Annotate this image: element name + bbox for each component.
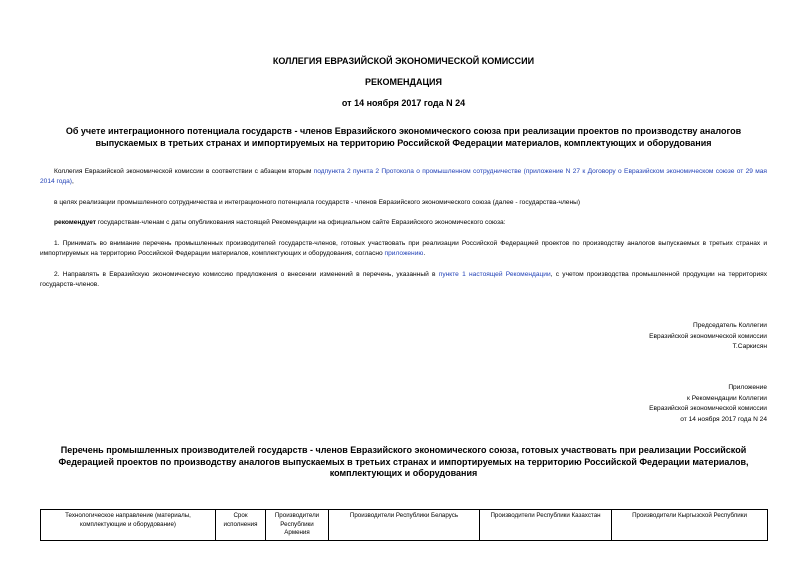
item-2-text: 2. Направлять в Евразийскую экономическую комиссию предложения о внесении изменений в перечень, указанный в (54, 271, 439, 278)
header-direction: Технологическое направление (материалы, комплектующие и оборудование) (41, 510, 216, 541)
signature-name: Т.Саркисян (732, 343, 767, 351)
header-deadline: Срок исполнения (216, 510, 266, 541)
item-1-reference-link[interactable]: пункте 1 настоящей Рекомендации (438, 271, 551, 278)
recommends-keyword: рекомендует (54, 219, 97, 226)
header-kyrgyzstan: Производители Кыргызской Республики (612, 510, 768, 541)
signature-position: Председатель Коллегии (693, 322, 767, 329)
doc-type-heading: РЕКОМЕНДАЦИЯ (365, 77, 442, 87)
appendix-label: Приложение (728, 384, 767, 391)
appendix-link[interactable]: приложению (384, 250, 424, 257)
producers-table (40, 509, 768, 541)
appendix-block (567, 383, 767, 425)
appendix-organization: Евразийской экономической комиссии (649, 405, 767, 413)
header-armenia: Производители Республики Армения (266, 510, 329, 541)
appendix-date: от 14 ноября 2017 года N 24 (680, 415, 767, 423)
appendix-ref: к Рекомендации Коллегии (687, 394, 767, 402)
paragraph-basis-text: Коллегия Евразийской экономической комиссии в соответствии с абзацем вторым (54, 168, 314, 175)
paragraph-item-1 (40, 239, 767, 259)
list-title: Перечень промышленных производителей государств - членов Евразийского экономического союза, готовых участвовать при реализации Российской Федерацией проектов по производству аналогов выпускаемых в третьих странах и импортируемых на территорию Российской Федерации материалов, комплектующих и оборудования (58, 445, 749, 478)
header-kazakhstan: Производители Республики Казахстан (480, 510, 612, 541)
signature-organization: Евразийской экономической комиссии (649, 332, 767, 340)
paragraph-purpose: в целях реализации промышленного сотрудничества и интеграционного потенциала государств - членов Евразийского экономического союза (далее - государства-члены) (54, 199, 581, 206)
subject-heading: Об учете интеграционного потенциала государств - членов Евразийского экономического союза при реализации проектов по производству аналогов выпускаемых в третьих странах и импортируемых на территорию Российской Федерации материалов, комплектующих и оборудования (65, 126, 742, 148)
recommends-text: государствам-членам с даты опубликования настоящей Рекомендации на официальном сайте Евразийского экономического союза: (96, 219, 506, 226)
header-belarus: Производители Республики Беларусь (329, 510, 480, 541)
paragraph-item-2 (40, 270, 767, 290)
org-heading: КОЛЛЕГИЯ ЕВРАЗИЙСКОЙ ЭКОНОМИЧЕСКОЙ КОМИССИИ (272, 56, 535, 66)
paragraph-basis-tail: , (72, 178, 74, 185)
item-1-text: 1. Принимать во внимание перечень промышленных производителей государств-членов, готовых участвовать при реализации Российской Федерацией проектов по производству аналогов выпускаемых в третьих странах и импортируемых на территорию Российской Федерации материалов, комплектующих и оборудования, согласно (40, 240, 767, 257)
item-2-tail: , с учетом производства промышленной продукции на территориях государств-членов. (40, 271, 768, 288)
protocol-link[interactable]: подпункта 2 пункта 2 Протокола о промышленном сотрудничестве (приложение N 27 к Договору о Евразийском экономическом союзе от 29 мая 2014 года) (40, 168, 767, 185)
date-number-heading: от 14 ноября 2017 года N 24 (341, 98, 466, 108)
table-header-row (41, 510, 768, 541)
item-1-tail: . (423, 250, 426, 257)
signature-block (567, 321, 767, 353)
paragraph-basis (40, 167, 767, 187)
paragraph-recommends (40, 218, 767, 228)
